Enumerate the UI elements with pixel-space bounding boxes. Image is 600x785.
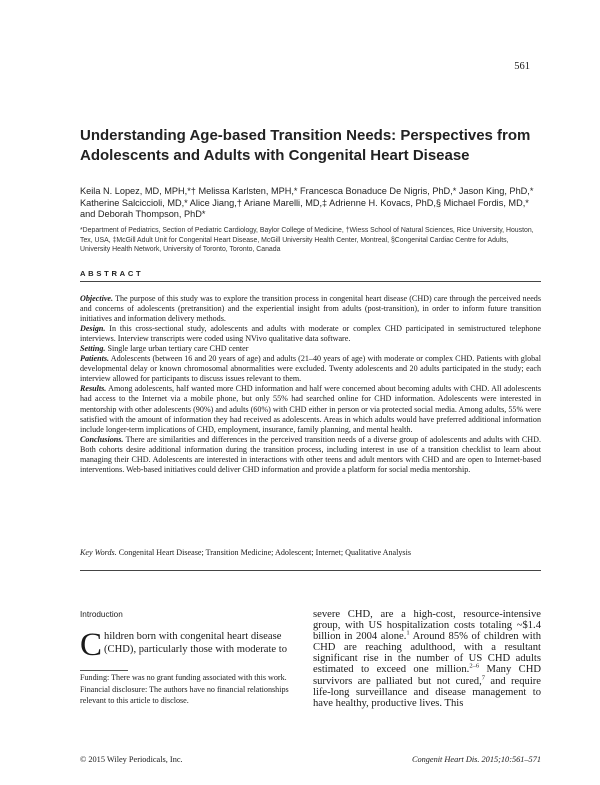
abstract-label: Objective. [80, 294, 114, 303]
abstract-text: Adolescents (between 16 and 20 years of age) and adults (21–40 years of age) with moderate or complex CHD. Patients with global developmental delay or known chromosomal abnormalities were excluded. Twenty adolescents and 20 adults participated in the study; each interview allowed for participants to discuss issues relevant to them. [80, 354, 542, 384]
abstract-label: Results. [80, 384, 107, 394]
footnotes [80, 673, 302, 708]
abstract-design [80, 324, 541, 344]
introduction-heading: Introduction [80, 610, 123, 619]
citation-ref: 1 [406, 629, 410, 637]
funding-note: Funding: There was no grant funding associated with this work. [80, 673, 287, 682]
copyright: © 2015 Wiley Periodicals, Inc. [80, 755, 183, 764]
keywords [80, 548, 541, 558]
article-title: Understanding Age-based Transition Needs: Perspectives from Adolescents and Adults with Congenital Heart Disease [80, 127, 531, 164]
body-text: severe CHD, are a high-cost, resource-intensive group, with US hospitalization costs totaling ~$1.4 billion in 2004 alone. [313, 609, 541, 643]
abstract-body [80, 294, 541, 475]
affiliations: *Department of Pediatrics, Section of Pediatric Cardiology, Baylor College of Medicine, †Wiess School of Natural Sciences, Rice University, Houston, Tex, USA, ‡McGill Adult Unit for Congenital Heart Disease, McGill University Health Center, Montreal, §Congenital Cardiac Centre for Adults, University Health Network, University of Toronto, Toronto, Canada [80, 227, 534, 254]
citation-ref: 7 [481, 674, 486, 682]
drop-cap: C [80, 627, 103, 663]
body-text: Many CHD survivors are palliated but not cured, [313, 664, 541, 687]
body-text: and require life-long surveillance and disease management to have healthy, productive lives. This [313, 675, 542, 709]
right-column-text [313, 609, 541, 709]
introduction-lead-text: hildren born with congenital heart disease (CHD), particularly those with moderate to [104, 631, 288, 656]
abstract-conclusions [80, 435, 541, 475]
abstract-results [80, 384, 541, 434]
journal-citation: Congenit Heart Dis. 2015;10:561–571 [411, 755, 541, 764]
footnote-rule [80, 670, 128, 671]
abstract-objective [80, 294, 541, 324]
abstract-top-rule [80, 281, 541, 282]
abstract-setting [80, 344, 541, 354]
abstract-patients [80, 354, 541, 384]
abstract-label: Patients. [80, 354, 110, 364]
citation-ref: 2–6 [469, 662, 480, 670]
abstract-text: The purpose of this study was to explore the transition process in congenital heart disease (CHD) care through the perceived needs and concerns of adolescents (pretransition) and the experiential insight from adults (post-transition), in order to inform future transition initiatives and information delivery methods. [80, 294, 541, 324]
page-number: 561 [514, 61, 530, 72]
body-text: Around 85% of children with CHD are reaching adulthood, with a resultant significant rise in the number of US CHD adults estimated to exceed one million. [313, 631, 541, 676]
abstract-heading: ABSTRACT [80, 269, 144, 278]
keywords-label: Key Words. [80, 548, 117, 557]
abstract-bottom-rule [80, 570, 541, 571]
abstract-label: Conclusions. [80, 434, 124, 444]
author-list: Keila N. Lopez, MD, MPH,*† Melissa Karlsten, MPH,* Francesca Bonaduce De Nigris, PhD,* Jason King, PhD,* Katherine Salciccioli, MD,* Alice Jiang,† Ariane Marelli, MD,‡ Adrienne H. Kovacs, PhD,§ Michael Fordis, MD,* and Deborah Thompson, PhD* [80, 186, 534, 220]
keywords-text: Congenital Heart Disease; Transition Medicine; Adolescent; Internet; Qualitative Analysis [118, 548, 411, 557]
disclosure-note: Financial disclosure: The authors have no financial relationships relevant to this article to disclose. [80, 685, 289, 705]
abstract-text: In this cross-sectional study, adolescents and adults with moderate or complex CHD participated in semistructured telephone interviews. Interview transcripts were coded using NVivo qualitative data software. [80, 324, 541, 344]
abstract-text: Single large urban tertiary care CHD center [107, 344, 249, 354]
abstract-text: There are similarities and differences in the perceived transition needs of a diverse group of adolescents and adults with CHD. Both cohorts desire additional information during the transition process, including interest in use of a transition checklist to learn about managing their CHD. Adolescents are interested in interactions with other teens and adult mentors with CHD and are open to Internet-based interventions. Web-based initiatives could deliver CHD information and provide a platform for social media mentorship. [80, 434, 541, 474]
abstract-text: Among adolescents, half wanted more CHD information and half were concerned about becoming adults with CHD. All adolescents had access to the Internet via a mobile phone, but only 55% had searched online for CHD information. Adolescents were interested in mentorship with other adolescents (90%) and adults (60%) with CHD either in person or via protected social media. Among adults, 55% were satisfied with the amount of information they had received as adolescents. Areas in which adults would have preferred additional information include longer-term implications of CHD, employment, insurance, family planning, and mental health. [80, 384, 541, 434]
abstract-label: Design. [80, 324, 106, 334]
introduction-lead [80, 627, 302, 663]
abstract-label: Setting. [80, 344, 106, 354]
